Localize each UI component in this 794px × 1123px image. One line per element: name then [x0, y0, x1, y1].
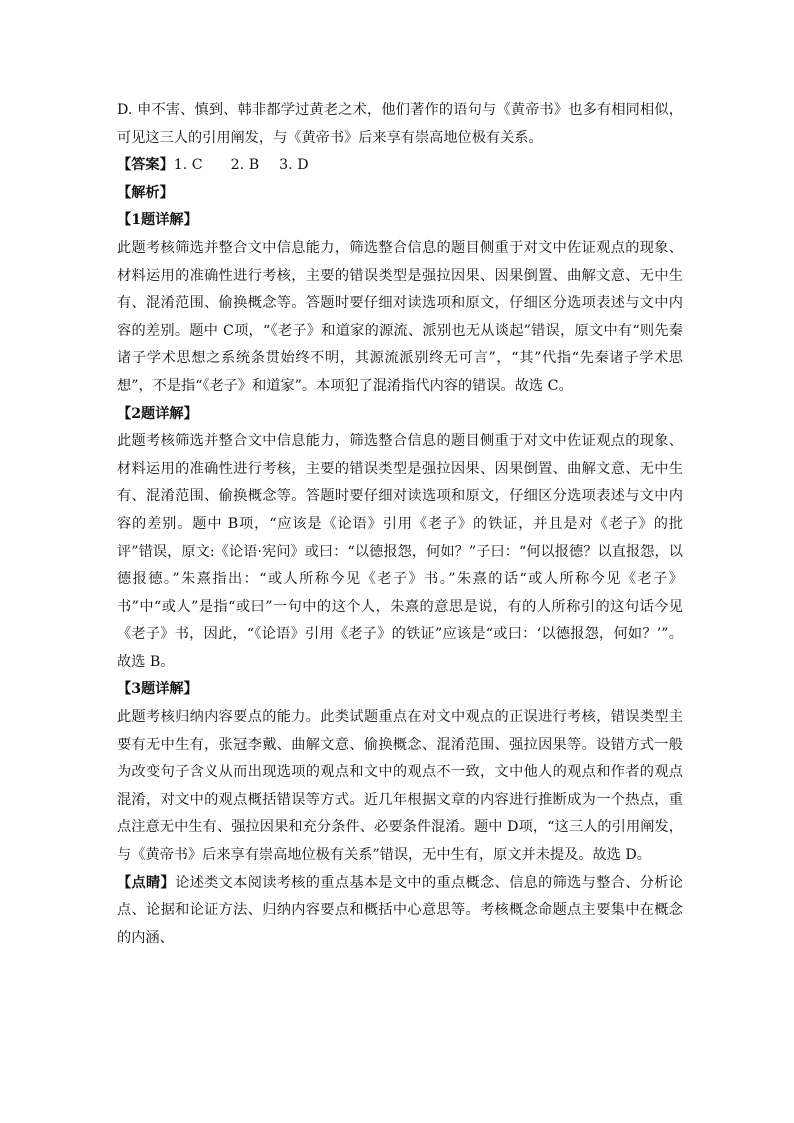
q3-explanation: 此题考核归纳内容要点的能力。此类试题重点在对文中观点的正误进行考核，错误类型主要有无中生有，张冠李戴、曲解文意、偷换概念、混淆范围、强拉因果等。设错方式一般为改变句子含义从而出现选项的观点和文中的观点不一致，文中他人的观点和作者的观点混淆，对文中的观点概括错误等方式。近几年根据文章的内容进行推断成为一个热点，重点注意无中生有、强拉因果和充分条件、必要条件混淆。题中 D项，“这三人的引用阐发，与《黄帝书》后来享有崇高地位极有关系”错误，无中生有，原文并未提及。故选 D。	[117, 709, 683, 864]
document-page	[117, 97, 683, 952]
dianjing-paragraph	[117, 870, 683, 953]
answer-3: 3. D	[279, 157, 309, 174]
answer-label: 【答案】	[117, 157, 174, 174]
q1-heading: 【1题详解】	[117, 212, 198, 229]
q1-explanation: 此题考核筛选并整合文中信息能力，筛选整合信息的题目侧重于对文中佐证观点的现象、材料运用的准确性进行考核，主要的错误类型是强拉因果、因果倒置、曲解文意、无中生有、混淆范围、偷换概念等。答题时要仔细对读选项和原文，仔细区分选项表述与文中内容的差别。题中 C项，“《老子》和道家的源流、派别也无从谈起”错误，原文中有“则先秦诸子学术思想之系统条贯始终不明，其源流派别终无可言”，“其”代指“先秦诸子学术思想”，不是指“《老子》和道家”。本项犯了混淆指代内容的错误。故选 C。	[117, 239, 683, 394]
dianjing-text: 论述类文本阅读考核的重点基本是文中的重点概念、信息的筛选与整合、分析论点、论据和论证方法、归纳内容要点和概括中心意思等。考核概念命题点主要集中在概念的内涵、	[117, 874, 683, 946]
answer-1: 1. C	[173, 157, 203, 174]
dianjing-label: 【点睛】	[117, 874, 176, 891]
q3-heading: 【3题详解】	[117, 681, 198, 698]
option-d-text: D. 申不害、慎到、韩非都学过黄老之术，他们著作的语句与《黄帝书》也多有相同相似，可见这三人的引用阐发，与《黄帝书》后来享有崇高地位极有关系。	[117, 102, 683, 146]
q2-heading: 【2题详解】	[117, 405, 198, 422]
answer-line	[117, 152, 683, 180]
analysis-heading: 【解析】	[117, 184, 174, 201]
answer-2: 2. B	[230, 157, 260, 174]
q2-explanation: 此题考核筛选并整合文中信息能力，筛选整合信息的题目侧重于对文中佐证观点的现象、材料运用的准确性进行考核，主要的错误类型是强拉因果、因果倒置、曲解文意、无中生有、混淆范围、偷换概念等。答题时要仔细对读选项和原文，仔细区分选项表述与文中内容的差别。题中 B项，“应该是《论语》引用《老子》的铁证，并且是对《老子》的批评”错误，原文:《论语·宪问》或曰：“以德报怨，何如？”子曰：“何以报德？以直报怨，以德报德。”朱熹指出：“或人所称今见《老子》书。”朱熹的话“或人所称今见《老子》书”中“或人”是指“或曰”一句中的这个人，朱熹的意思是说，有的人所称引的这句话今见《老子》书，因此，“《论语》引用《老子》的铁证”应该是“或曰：‘以德报怨，何如？’”。故选 B。	[117, 433, 683, 670]
